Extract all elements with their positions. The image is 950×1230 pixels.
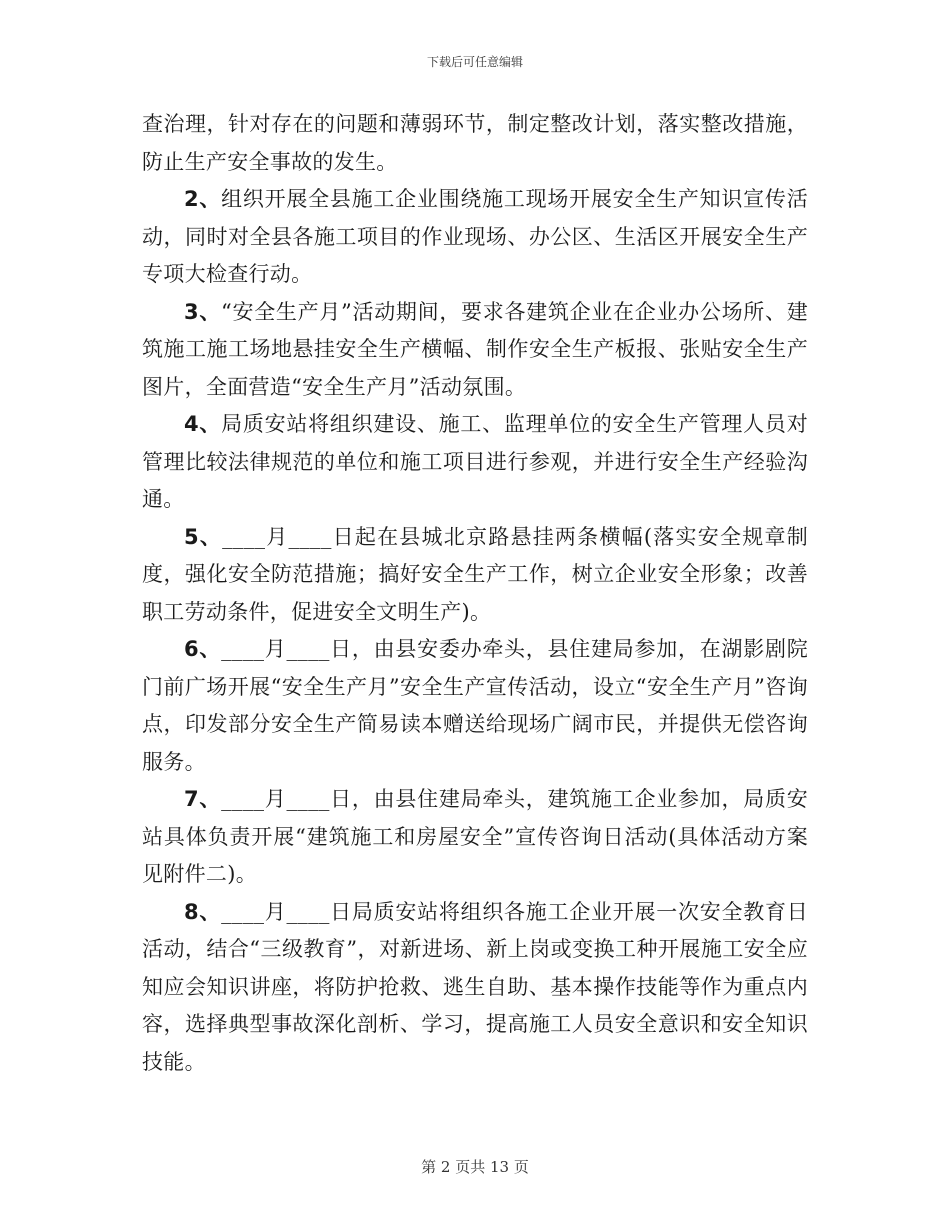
paragraph-item-5 — [142, 519, 808, 632]
item-number: 8、 — [184, 899, 222, 924]
page-footer: 第 2 页共 13 页 — [421, 1158, 529, 1176]
paragraph-text: “安全生产月”活动期间，要求各建筑企业在企业办公场所、建筑施工施工场地悬挂安全生产横幅、制作安全生产板报、张贴安全生产图片，全面营造“安全生产月”活动氛围。 — [142, 299, 809, 399]
paragraph-item-3 — [142, 294, 808, 407]
item-number: 6、 — [184, 637, 222, 661]
paragraph-text: 组织开展全县施工企业围绕施工现场开展安全生产知识宣传活动，同时对全县各施工项目的作业现场、办公区、生活区开展安全生产专项大检查行动。 — [142, 187, 808, 286]
paragraph-item-2 — [142, 181, 808, 294]
paragraph-text: ____月____日，由县住建局牵头，建筑施工企业参加，局质安站具体负责开展“建筑施工和房屋安全”宣传咨询日活动(具体活动方案见附件二)。 — [142, 787, 808, 886]
document-body — [142, 106, 808, 1081]
paragraph-text: ____月____日起在县城北京路悬挂两条横幅(落实安全规章制度，强化安全防范措施；搞好安全生产工作，树立企业安全形象；改善职工劳动条件，促进安全文明生产)。 — [142, 524, 808, 624]
item-number: 7、 — [184, 787, 222, 811]
item-number: 5、 — [184, 524, 223, 549]
paragraph-item-6 — [142, 631, 808, 781]
paragraph-text: ____月____日局质安站将组织各施工企业开展一次安全教育日活动，结合“三级教育”，对新进场、新上岗或变换工种开展施工安全应知应会知识讲座，将防护抢救、逃生自助、基本操作技能等作为重点内容，选择典型事故深化剖析、学习，提高施工人员安全意识和安全知识技能。 — [142, 899, 808, 1074]
paragraph-text: ____月____日，由县安委办牵头，县住建局参加，在湖影剧院门前广场开展“安全生产月”安全生产宣传活动，设立“安全生产月”咨询点，印发部分安全生产简易读本赠送给现场广阔市民，并提供无偿咨询服务。 — [142, 637, 808, 774]
paragraph-item-4 — [142, 406, 808, 519]
item-number: 2、 — [184, 187, 222, 211]
item-number: 3、 — [184, 299, 222, 324]
item-number: 4、 — [184, 412, 222, 436]
page-header: 下载后可任意编辑 — [426, 55, 523, 69]
paragraph-text: 局质安站将组织建设、施工、监理单位的安全生产管理人员对管理比较法律规范的单位和施工项目进行参观，并进行安全生产经验沟通。 — [142, 412, 808, 511]
paragraph-continuation — [142, 106, 808, 181]
paragraph-text: 查治理，针对存在的问题和薄弱环节，制定整改计划，落实整改措施，防止生产安全事故的发生。 — [142, 112, 808, 174]
paragraph-item-8 — [142, 894, 808, 1082]
paragraph-item-7 — [142, 781, 808, 894]
